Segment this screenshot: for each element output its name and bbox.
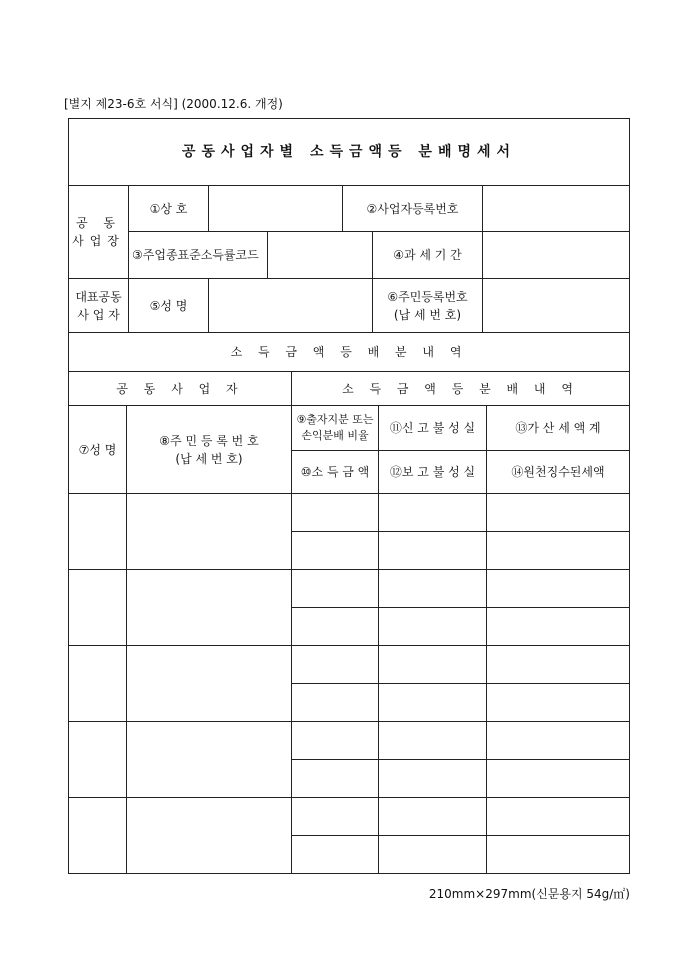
distribution-section-title: 소 득 금 액 등 배 분 내 역: [69, 333, 630, 372]
share-ratio-field[interactable]: [292, 570, 379, 608]
withheld-tax-field[interactable]: [487, 532, 630, 570]
additional-tax-field[interactable]: [487, 570, 630, 608]
tax-period-label: ④과 세 기 간: [373, 232, 483, 279]
partner-name-field[interactable]: [69, 722, 127, 798]
income-amount-field[interactable]: [292, 760, 379, 798]
rep-resident-no-field[interactable]: [483, 279, 630, 333]
partner-resident-no-field[interactable]: [127, 494, 292, 570]
additional-tax-field[interactable]: [487, 646, 630, 684]
rep-taxpayer-no-text: (납 세 번 호): [393, 307, 462, 322]
share-ratio-field[interactable]: [292, 494, 379, 532]
partner-resident-no-field[interactable]: [127, 570, 292, 646]
partner-row: [69, 494, 630, 532]
trade-name-label: ①상 호: [129, 186, 209, 232]
biz-reg-no-label: ②사업자등록번호: [343, 186, 483, 232]
withheld-tax-field[interactable]: [487, 760, 630, 798]
partner-resident-no-field[interactable]: [127, 646, 292, 722]
form-number: [별지 제23-6호 서식] (2000.12.6. 개정): [64, 97, 283, 111]
distribution-header: 소 득 금 액 등 분 배 내 역: [292, 372, 630, 406]
filing-penalty-field[interactable]: [379, 722, 487, 760]
withheld-tax-field[interactable]: [487, 608, 630, 646]
share-ratio-line2: 손익분배 비율: [301, 429, 369, 442]
additional-tax-field[interactable]: [487, 722, 630, 760]
share-ratio-header: [292, 406, 379, 451]
income-amount-field[interactable]: [292, 836, 379, 874]
paper-spec: 210mm×297mm(신문용지 54g/㎡): [428, 887, 630, 901]
withheld-tax-field[interactable]: [487, 684, 630, 722]
joint-business-label: 공 동 사업장: [69, 186, 129, 279]
resident-no-header: [127, 406, 292, 494]
share-ratio-line1: ⑨출자지분 또는: [296, 413, 374, 426]
reporting-penalty-field[interactable]: [379, 532, 487, 570]
partner-name-field[interactable]: [69, 570, 127, 646]
rep-resident-no-label: [373, 279, 483, 333]
partners-header: 공 동 사 업 자: [69, 372, 292, 406]
industry-code-label: ③주업종표준소득률코드: [129, 232, 268, 279]
name-header: ⑦성 명: [69, 406, 127, 494]
additional-tax-field[interactable]: [487, 494, 630, 532]
partner-row: [69, 798, 630, 836]
rep-name-label: ⑤성 명: [129, 279, 209, 333]
reporting-penalty-field[interactable]: [379, 836, 487, 874]
resident-no-text: ⑧주 민 등 록 번 호: [159, 433, 259, 448]
partner-resident-no-field[interactable]: [127, 798, 292, 874]
share-ratio-field[interactable]: [292, 722, 379, 760]
rep-name-field[interactable]: [209, 279, 373, 333]
income-amount-field[interactable]: [292, 684, 379, 722]
filing-penalty-header: ⑪신 고 불 성 실: [379, 406, 487, 451]
filing-penalty-field[interactable]: [379, 570, 487, 608]
reporting-penalty-field[interactable]: [379, 608, 487, 646]
filing-penalty-field[interactable]: [379, 798, 487, 836]
partner-row: [69, 646, 630, 684]
tax-period-field[interactable]: [483, 232, 630, 279]
additional-tax-header: ⑬가 산 세 액 계: [487, 406, 630, 451]
income-amount-field[interactable]: [292, 608, 379, 646]
form-title: 공동사업자별 소득금액등 분배명세서: [69, 119, 630, 186]
lower-table: [68, 371, 630, 874]
representative-label: 대표공동 사 업 자: [69, 279, 129, 333]
withheld-tax-header: ⑭원천징수된세액: [487, 451, 630, 494]
filing-penalty-field[interactable]: [379, 646, 487, 684]
rep-resident-no-text: ⑥주민등록번호: [387, 289, 468, 304]
reporting-penalty-field[interactable]: [379, 684, 487, 722]
partner-row: [69, 570, 630, 608]
withheld-tax-field[interactable]: [487, 836, 630, 874]
partner-name-field[interactable]: [69, 646, 127, 722]
partner-row: [69, 722, 630, 760]
share-ratio-field[interactable]: [292, 646, 379, 684]
partner-resident-no-field[interactable]: [127, 722, 292, 798]
industry-code-field[interactable]: [268, 232, 373, 279]
income-amount-header: ⑩소 득 금 액: [292, 451, 379, 494]
share-ratio-field[interactable]: [292, 798, 379, 836]
filing-penalty-field[interactable]: [379, 494, 487, 532]
biz-reg-no-field[interactable]: [483, 186, 630, 232]
distribution-form: [68, 118, 629, 874]
additional-tax-field[interactable]: [487, 798, 630, 836]
partner-name-field[interactable]: [69, 494, 127, 570]
income-amount-field[interactable]: [292, 532, 379, 570]
reporting-penalty-header: ⑫보 고 불 성 실: [379, 451, 487, 494]
trade-name-field[interactable]: [209, 186, 343, 232]
taxpayer-no-text: (납 세 번 호): [175, 451, 243, 466]
partner-name-field[interactable]: [69, 798, 127, 874]
reporting-penalty-field[interactable]: [379, 760, 487, 798]
upper-table: [68, 118, 630, 372]
